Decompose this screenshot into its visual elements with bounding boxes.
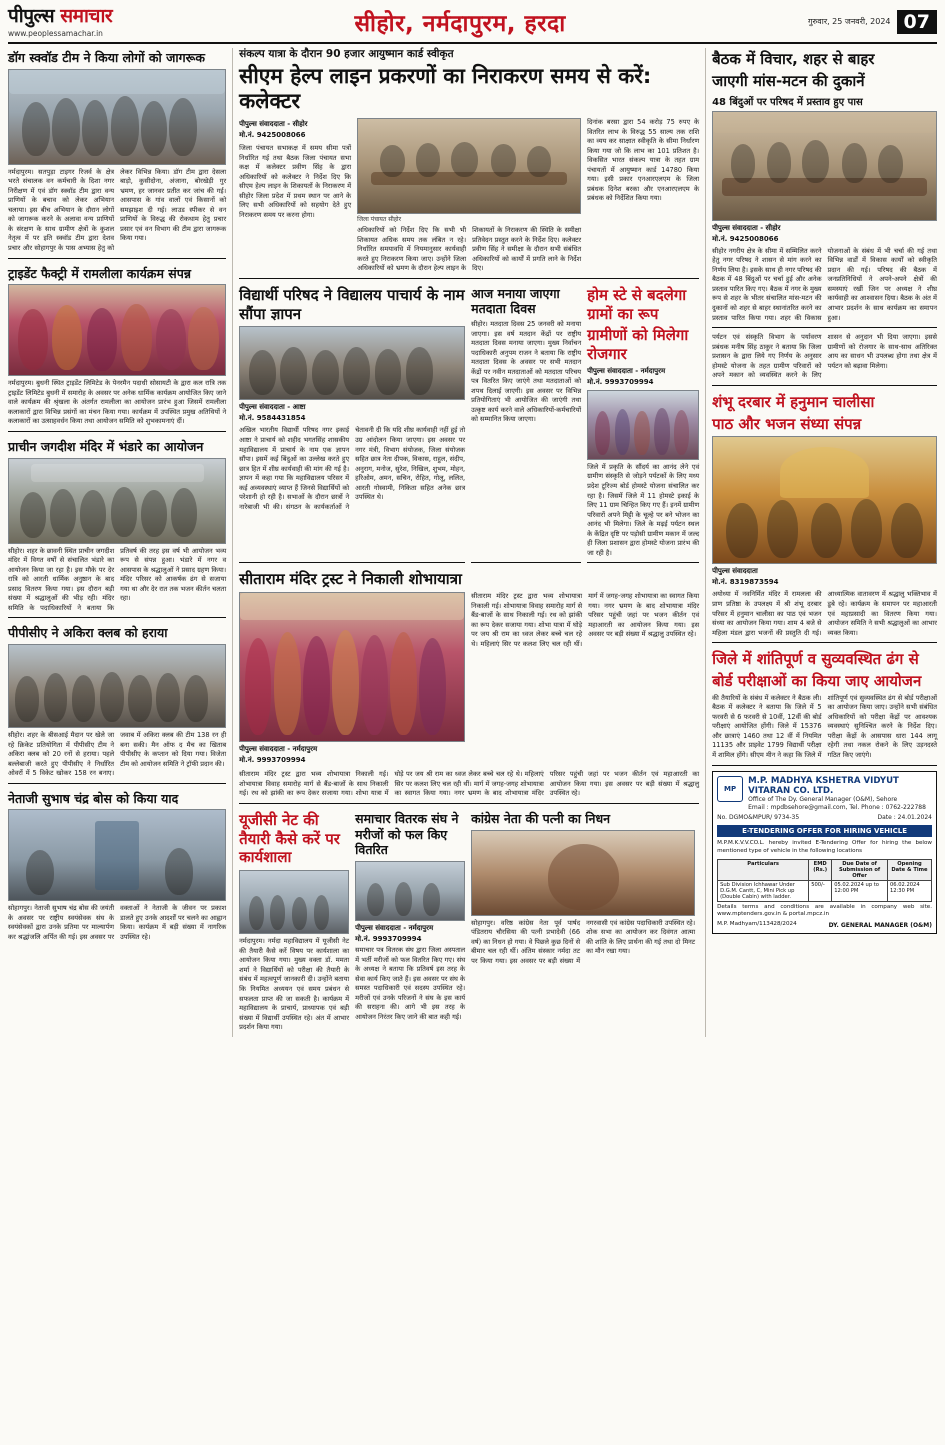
body-part-b: शहर की विकास योजनाओं के संबंध में भी चर्चा की गई तथा विभिन्न वार्डों में विकास कार्यों को स्वीकृति प्रदान की गई। परिषद की बैठक में जनप्रतिनिधियों ने अपने-अपने क्षेत्रों की समस्याएं रखीं जिन पर अध्यक्ष ने शीघ्र कार्यवाही का आश्वासन दिया। बैठक के अंत में आभार प्रदर्शन के साथ कार्यक्रम का समापन हुआ।	[780, 246, 937, 322]
ad-ref-no: No. DGMO&MPUR/ 9734-35	[717, 814, 800, 822]
publication-url: www.peoplessamachar.in	[8, 28, 103, 38]
tender-advertisement	[712, 771, 937, 934]
byline-name: पीपुल्स संवाददाता	[712, 567, 758, 576]
article-body: सोहागपुर। नेताजी सुभाष चंद्र बोस की जयंती के अवसर पर राष्ट्रीय स्वयंसेवक संघ के स्वयंसेवकों द्वारा उनके प्रतिमा पर माल्यार्पण कर श्रद्धांजलि अर्पित की गई। इस अवसर पर वक्ताओं ने नेताजी के जीवन पर प्रकाश डालते हुए उनके आदर्शों पर चलने का आह्वान किया। कार्यक्रम में बड़ी संख्या में नागरिक उपस्थित रहे।	[8, 904, 227, 941]
ad-header	[717, 776, 932, 813]
headline-line1: बैठक में विचार, शहर से बाहर	[712, 50, 875, 68]
masthead	[8, 6, 937, 44]
column-2	[239, 48, 699, 1037]
byline-phone: मो.नं. 9425008066	[712, 234, 779, 243]
byline-name: पीपुल्स संवाददाता - सीहोर	[239, 120, 308, 129]
logo-accent: समाचार	[60, 4, 113, 27]
body-part-b: द्वारा भजनों की प्रस्तुति दी गई। आध्यात्मिक वातावरण में श्रद्धालु भक्तिभाव में डूबे रहे। कार्यक्रम के समापन पर महाआरती एवं महाप्रसादी का वितरण किया गया। आयोजन समिति ने सभी श्रद्धालुओं का आभार व्यक्त किया।	[745, 590, 937, 637]
byline-phone: मो.नं. 8319873594	[712, 578, 779, 587]
edition-title: सीहोर, नर्मदापुरम, हरदा	[354, 11, 566, 37]
article-body: सोहागपुर। वरिष्ठ कांग्रेस नेता पूर्व पार्षद पंडितराय चौरसिया की पत्नी प्रभादेवी (66 वर्ष) का निधन हो गया। वे पिछले कुछ दिनों से बीमार चल रही थीं। अंतिम संस्कार नर्मदा तट पर किया गया। इस अवसर पर बड़ी संख्या में नगरवासी एवं कांग्रेस पदाधिकारी उपस्थित रहे। शोक सभा का आयोजन कर दिवंगत आत्मा की शांति के लिए प्रार्थना की गई तथा दो मिनट का मौन रखा गया।	[471, 918, 696, 965]
mid-row	[239, 284, 699, 564]
ad-office: Office of The Dy. General Manager (O&M), Sehore	[748, 796, 898, 804]
headline-line1: होम स्टे से बदलेगा ग्रामों का रूप	[587, 285, 687, 323]
headline: नेताजी सुभाष चंद्र बोस को किया याद	[8, 790, 179, 806]
photo-dog-squad	[8, 69, 226, 165]
article-body: सीहोर। शहर के बीसआई मैदान पर खेले जा रहे क्रिकेट प्रतियोगिता में पीपीसीए टीम ने अकिरा क्लब को 20 रनों से हराया। पहले बल्लेबाजी करते हुए पीपीसीए ने निर्धारित ओवरों में 5 विकेट खोकर 158 रन बनाए। जवाब में अकिरा क्लब की टीम 138 रन ही बना सकी। मैन ऑफ द मैच का खिताब पीपीसीए के कप्तान को दिया गया। विजेता टीम को आयोजन समिति ने ट्रॉफी प्रदान की।	[8, 730, 227, 778]
article-lead-cm-helpline	[239, 48, 699, 279]
photo-trident-ramleela	[8, 284, 226, 376]
headline: पीपीसीए ने अकिरा क्लब को हराया	[8, 625, 168, 641]
ad-note: Details terms and conditions are available in company web site. www.mptenders.gov.in & portal.mpcz.in	[717, 903, 932, 918]
article-body: नर्मदापुरम। बुधनी स्थित ट्राइडेंट लिमिटेड के पेनरमैन पदाधी सोसायटी के द्वारा कल रात्रि तक ट्राइडेंट लिमिटेड बुधनी में समारोह के अवसर पर अनेक धार्मिक कार्यक्रम आयोजित किए जाने वाले कार्यक्रम की श्रृंखला के अंतर्गत रामलीला का आयोजन प्रारंभ हुआ जिसमें रामलीला कलाकारों द्वारा विभिन्न प्रसंगों का मंचन किया गया। कार्यक्रम में उपस्थित प्रमुख अतिथियों ने कलाकारों का उत्साहवर्धन किया तथा आयोजन समिति को शुभकामनाएं दीं।	[8, 379, 227, 426]
publication-logo	[8, 4, 113, 27]
article-body	[712, 247, 937, 323]
byline-phone: मो.नं. 9993709994	[239, 756, 306, 765]
procession-text	[471, 592, 699, 767]
headline: कांग्रेस नेता की पत्नी का निधन	[471, 810, 611, 826]
ad-signature: DY. GENERAL MANAGER (O&M)	[828, 921, 932, 929]
td-particulars: Sub Division Ichhawar Under D.G.M. Cantt, C, Mini Pick up (Double Cabin) with ladder.	[718, 880, 809, 901]
td-due-date: 05.02.2024 up to 12:00 PM	[832, 880, 888, 901]
headline: विद्यार्थी परिषद ने विद्यालय पाचार्य के नाम सौंपा ज्ञापन	[239, 285, 465, 323]
table-row	[718, 880, 932, 901]
page-columns	[8, 48, 937, 1037]
article-ugc-net	[239, 809, 349, 1033]
article-students-memo	[239, 284, 465, 564]
headline-line2: बोर्ड परीक्षाओं का किया जाए आयोजन	[712, 671, 922, 690]
photo-cricket-team	[8, 644, 226, 728]
photo-bhajan-sandhya	[712, 436, 937, 564]
td-emd: 500/-	[809, 880, 832, 901]
ad-company-name: M.P. MADHYA KSHETRA VIDYUT VITARAN CO. LTD.	[748, 775, 899, 796]
headline-line2: जाएगी मांस-मटन की दुकानें	[712, 71, 865, 90]
article-body-b: अधिकारियों को निर्देश दिए कि सभी भी शिकायत अधिक समय तक लंबित न रहे। निर्धारित समयावधि में नियमानुसार कार्यवाही करते हुए निराकरण किया जाए। उन्होंने जिला अधिकारियों को भ्रमण के दौरान हेल्प लाइन के शिकायतों के निराकरण की स्थिति के समीक्षा प्रतिवेदन प्रस्तुत करने के निर्देश दिए। कलेक्टर प्रवीण सिंह ने समीक्षा के दौरान सभी संबंधित अधिकारियों को कार्यों में प्रगति लाने के निर्देश दिए।	[357, 226, 582, 273]
photo-shobhayatra	[239, 592, 465, 742]
article-shambhu-darbar	[712, 391, 937, 643]
photo-homestay	[587, 390, 699, 460]
table-header-row	[718, 859, 932, 880]
subhead: 48 बिंदुओं पर परिषद में प्रस्ताव हुए पास	[712, 96, 863, 108]
article-homestay-left	[587, 284, 699, 564]
page-number: 07	[897, 10, 937, 35]
byline-phone: मो.नं. 9425008066	[239, 131, 306, 140]
byline-name: पीपुल्स संवाददाता - आष्टा	[239, 403, 306, 412]
publication-date: गुरुवार, 25 जनवरी, 2024	[808, 17, 891, 27]
article-body	[712, 694, 937, 761]
kicker: संकल्प यात्रा के दौरान 90 हजार आयुष्मान कार्ड स्वीकृत	[239, 48, 454, 60]
logo-main: पीपुल्स	[8, 4, 55, 27]
headline-line2: पाठ और भजन संध्या संपन्न	[712, 414, 862, 433]
byline-name: पीपुल्स संवाददाता - नर्मदापुरम	[239, 745, 318, 754]
article-homestay-right	[712, 333, 937, 386]
ad-date: Date : 24.01.2024	[877, 814, 932, 822]
ad-paragraph: M.P.M.K.V.V.CO.L. hereby invited E-Tendering Offer for hiring the below mentioned type of vehicle in the following locations	[717, 840, 932, 854]
photo-portrait	[471, 830, 695, 916]
article-body: नर्मदापुरम। नर्मदा महाविद्यालय में यूजीसी नेट की तैयारी कैसे करें विषय पर कार्यशाला का आयोजन किया गया। मुख्य वक्ता डॉ. ममता शर्मा ने विद्यार्थियों को परीक्षा की तैयारी के संबंध में महत्वपूर्ण जानकारी दी। उन्होंने बताया कि नियमित अध्ययन एवं समय प्रबंधन से सफलता प्राप्त की जा सकती है। कार्यक्रम में महाविद्यालय के प्राचार्य, प्राध्यापक एवं बड़ी संख्या में विद्यार्थी उपस्थित रहे। अंत में आभार प्रदर्शन किया गया।	[239, 937, 350, 1032]
headline: समाचार वितरक संघ ने मरीजों को फल किए वितरित	[355, 810, 459, 858]
body-part-a: सीहोर नगरीय क्षेत्र के सीमा में सम्मिलित करने हेतु नगर परिषद ने शासन से मांग करने का निर्णय लिया है। इसके साथ ही नगर परिषद की बैठक में 48 बिंदुओं पर चर्चा हुई और अनेक प्रस्ताव पारित किए गए। बैठक में नगर के मुख्य रूप से शहर के भीतर संचालित मांस-मटन की दुकानों को शहर से बाहर स्थानांतरित करने का प्रस्ताव पारित किया गया।	[712, 246, 822, 322]
th-particulars: Particulars	[718, 859, 809, 880]
article-ppca-cricket	[8, 623, 226, 783]
article-body: सीहोर। मतदाता दिवस 25 जनवरी को मनाया जाएगा। इस वर्ष मतदान केंद्रों पर राष्ट्रीय मतदाता दिवस मनाया जाएगा। मुख्य निर्वाचन पदाधिकारी अनुपम राजन ने बताया कि राष्ट्रीय मतदाता दिवस के अवसर पर सभी मतदान केंद्रों पर नवीन मतदाताओं को मतदाता परिचय पत्र वितरित किए जाएंगे तथा मतदाताओं को शपथ दिलाई जाएगी। इस अवसर पर विभिन्न प्रतियोगिताएं भी आयोजित की जाएंगी तथा उत्कृष्ट कार्य करने वाले अधिकारियों-कर्मचारियों को सम्मानित किया जाएगा।	[471, 320, 582, 424]
byline-phone: मो.नं. 9584431854	[239, 414, 306, 423]
body-names: इस अवसर पर नगर मंत्री, विभाग संयोजक, जिला संयोजक सहित छात्र नेता दीपक, विकास, राहुल, संदीप, अनुराग, मनोज, सुरेश, निखिल, शुभम, मोहन, हरिओम, अमन, सचिन, रोहित, गोलू, ललित, आरती गोस्वामी, निकिता सहित अनेक छात्र उपस्थित थे।	[355, 435, 466, 502]
headline: आज मनाया जाएगा मतदाता दिवस	[471, 285, 560, 317]
headline-line1: शंभू दरबार में हनुमान चालीसा	[712, 392, 875, 411]
article-body: सीताराम मंदिर ट्रस्ट द्वारा भव्य शोभायात्रा निकाली गई। शोभायात्रा विवाह समारोह मार्ग से बैंड-बाजों के साथ निकाली गई। रथ को झांकी का रूप देकर सजाया गया। शोभा यात्रा में घोड़े पर जय श्री राम का ध्वज लेकर बच्चे चल रहे थे। महिलाएं सिर पर कलश लिए चल रही थीं। मार्ग में जगह-जगह शोभायात्रा का स्वागत किया गया। नगर भ्रमण के बाद शोभायात्रा मंदिर परिसर पहुंची जहां पर भजन कीर्तन एवं महाआरती का आयोजन किया गया। इस अवसर पर बड़ी संख्या में श्रद्धालु उपस्थित रहे।	[471, 592, 700, 648]
body-part-a: अयोध्या में नवनिर्मित मंदिर में रामलला की प्राण प्रतिष्ठा के उपलक्ष्य में श्री शंभू दरबार परिसर में हनुमान चालीसा का पाठ एवं भजन संध्या का आयोजन किया गया। शाम 4 बजे से महिला मंडल	[712, 590, 822, 637]
byline-name: पीपुल्स संवाददाता - नर्मदापुरम	[355, 923, 434, 932]
article-body	[712, 590, 937, 638]
byline-phone: मो.नं. 9993709994	[587, 377, 654, 386]
procession-photo-wrap	[239, 592, 465, 767]
headline: सीएम हेल्प लाइन प्रकरणों का निराकरण समय से करें: कलेक्टर	[239, 63, 652, 113]
byline-phone: मो.नं. 9993709994	[355, 934, 422, 943]
headline: सीताराम मंदिर ट्रस्ट ने निकाली शोभायात्रा	[239, 570, 462, 589]
column-rule	[232, 48, 233, 1037]
ad-banner: E-TENDERING OFFER FOR HIRING VEHICLE	[717, 825, 932, 837]
article-sitaram-procession	[239, 568, 699, 804]
photo-caption: जिला पंचायत सीहोर	[357, 216, 402, 224]
article-voter-day	[471, 284, 581, 564]
article-body-c: दिनांक बरसा द्वारा 54 करोड़ 75 रुपए के वितरित लाभ के विरुद्ध 55 साल्य तक राशि का व्यय कर साक्षात स्वीकृति के सीमा निर्धारण किया गया जो कि लाभ का 101 प्रतिशत है। विकसित भारत संकल्प यात्रा के तहत ग्राम पंचायतों में आयुष्मान कार्ड 14780 किया गया। इसी प्रकार एनआरएलएम के जिला प्रबंधक दिनेश बरका और एनआरएलएम के प्रबंधक को निर्देशित किया गया।	[587, 118, 700, 203]
article-body-continued: सीताराम मंदिर ट्रस्ट द्वारा भव्य शोभायात्रा निकाली गई। शोभायात्रा विवाह समारोह मार्ग से बैंड-बाजों के साथ निकाली गई। रथ को झांकी का रूप देकर सजाया गया। शोभा यात्रा में घोड़े पर जय श्री राम का ध्वज लेकर बच्चे चल रहे थे। महिलाएं सिर पर कलश लिए चल रही थीं। मार्ग में जगह-जगह शोभायात्रा का स्वागत किया गया। नगर भ्रमण के बाद शोभायात्रा मंदिर परिसर पहुंची जहां पर भजन कीर्तन एवं महाआरती का आयोजन किया गया। इस अवसर पर बड़ी संख्या में श्रद्धालु उपस्थित रहे।	[239, 770, 700, 798]
body-part-a: नर्मदापुरम। सतपुड़ा टाइगर रिजर्व के क्षेत्र भरते संचालक वन कर्मचारी के दिशा नगर निरीक्षण में एवं डॉग स्क्वॉड टीम द्वारा वन्य प्राणियों के बचाव को लेकर अभियान चलाया। इस बीच अभियान के दौरान लोगों को जागरूक करने के अलावा वन्य प्राणियों के संरक्षण के साथ ग्रामीण क्षेत्रों के कुशल नेतृत्व में पर इति स्क्वॉड टीम द्वारा देशव प्रचार और सोहागपुर के पास अभ्यास हेतु को लेकर विभिन्न किया।	[8, 167, 170, 252]
article-netaji	[8, 789, 226, 947]
column-4	[712, 48, 937, 1037]
lead-right-col	[587, 118, 699, 274]
article-body: समाचार पत्र वितरक संघ द्वारा जिला अस्पताल में भर्ती मरीजों को फल वितरित किए गए। संघ के अध्यक्ष ने बताया कि प्रतिवर्ष इस तरह के सेवा कार्य किए जाते हैं। इस अवसर पर संघ के समस्त पदाधिकारी एवं सदस्य उपस्थित रहे। मरीजों एवं उनके परिजनों ने संघ के इस कार्य की सराहना की। आगे भी इस तरह के आयोजन निरंतर किए जाने की बात कही गई।	[355, 946, 466, 1021]
td-opening-date: 06.02.2024 12:30 PM	[887, 880, 931, 901]
photo-netaji-statue	[8, 809, 226, 901]
th-opening-date: Opening Date & Time	[887, 859, 931, 880]
photo-collector-meeting	[357, 118, 581, 214]
lead-photo-wrap	[357, 118, 581, 274]
article-trident	[8, 264, 226, 432]
masthead-right	[808, 10, 937, 35]
article-board-exams	[712, 648, 937, 765]
ad-email: Email : mpdbsehore@gmail.com, Tel. Phone : 0762-222788	[748, 804, 926, 812]
lead-left-col	[239, 118, 351, 274]
body-part-a: की तैयारियों के संबंध में कलेक्टर ने बैठक ली। बैठक में कलेक्टर ने बताया कि जिले में 5 फरवरी से 6 फरवरी से 10वीं, 12वीं की बोर्ड परीक्षाएं आयोजित होंगी। जिले में 15376 और छात्राएं 1460 तथा 12 वीं में नियमित 11135 और प्राइवेट 1799 विद्यार्थी परीक्षा में शामिल होंगे।	[712, 693, 822, 759]
th-due-date: Due Date of Submission of Offer	[832, 859, 888, 880]
article-dog-squad	[8, 48, 226, 259]
photo-students	[239, 326, 465, 400]
article-body-a: जिला पंचायत सभाकक्ष में समय सीमा पत्रों निर्धारित गई तथा बैठक जिला पंचायत सभा कक्ष में कलेक्टर प्रवीण सिंह के द्वारा अधिकारियों को कलेक्टर ने निर्देश दिए कि सीएम हेल्प लाइन के शिकायतों के निराकरण में सीहोर जिला प्रदेश में प्रथम स्थान पर आने के लिए सभी अधिकारियों को सहयोग देते हुए निराकरण समय पर करना होगा।	[239, 144, 352, 220]
mpmkvvcl-logo-icon: MP	[717, 776, 743, 802]
headline: यूजीसी नेट की तैयारी कैसे करें पर कार्यशाला	[239, 810, 340, 867]
byline-name: पीपुल्स संवाददाता - सीहोर	[712, 223, 781, 232]
th-emd: EMD (Rs.)	[809, 859, 832, 880]
photo-workshop	[239, 870, 349, 934]
headline-line2: ग्रामीणों को मिलेगा रोजगार	[587, 326, 689, 363]
photo-parishad-meeting	[712, 111, 937, 221]
body-part-b: डॉग टीम द्वारा देसला बाड़ो, कुसीदोना, अंजाना, बोरखेड़ी गुर भ्रमण, हर जानवर प्रतीत कर जांच की गई। आसपास के गांव वालों एवं किसानों को समझाइश दी गई। लाउड स्पीकर से वन प्राणियों के विरुद्ध की रोकथाम हेतु प्रचार प्रसार एवं वन विभाग की टीम द्वारा जागरूक किया गया।	[120, 167, 227, 243]
headline: ट्राइडेंट फैक्ट्री में रामलीला कार्यक्रम संपन्न	[8, 265, 191, 281]
article-news-distribution	[355, 809, 465, 1033]
article-body	[8, 168, 226, 254]
article-body-b: पर्यटन एवं संस्कृति विभाग के पर्यावरण प्रबंधक मनीष सिंह ठाकुर ने बताया कि जिला प्रशासन के द्वारा लिये गए निर्णय के अनुसार होमस्टे योजना के तहत ग्रामीण परिवारों को अपने मकान को व्यवस्थित करने के लिए शासन से अनुदान भी दिया जाएगा। इससे ग्रामीणों को रोजगार के साथ-साथ अतिरिक्त आय का साधन भी उपलब्ध होगा तथा क्षेत्र में पर्यटन को बढ़ावा मिलेगा।	[712, 333, 937, 380]
masthead-left	[8, 4, 113, 38]
photo-fruit-distribution	[355, 861, 465, 921]
ad-ref-bottom: M.P. Madhyam/113428/2024	[717, 921, 797, 928]
column-rule-2	[705, 48, 706, 1037]
headline: प्राचीन जगदीश मंदिर में भंडारे का आयोजन	[8, 438, 204, 454]
body-main: अखिल भारतीय विद्यार्थी परिषद नगर इकाई आष्टा ने प्राचार्य को शहीद भगतसिंह शासकीय महाविद्यालय में प्राचार्य के नाम एक ज्ञापन सौंपा। इसमें कई बिंदुओं का उल्लेख करते हुए छात्र हित में शीघ्र कार्यवाही की मांग की गई है। ज्ञापन में कहा गया कि महाविद्यालय परिसर में कई अव्यवस्थाएं व्याप्त हैं जिनसे विद्यार्थियों को परेशानी हो रही है। सभाओं के दौरान छात्रों ने नारेबाजी भी की। संगठन के कार्यकर्ताओं ने चेतावनी दी कि यदि शीघ्र कार्यवाही नहीं हुई तो उग्र आंदोलन किया जाएगा।	[239, 426, 466, 511]
byline-name: पीपुल्स संवाददाता - नर्मदापुरम	[587, 366, 666, 375]
article-parishad-meeting	[712, 48, 937, 328]
article-body	[239, 426, 465, 512]
article-body: सीहोर। शहर के छावनी स्थित प्राचीन जगदीश मंदिर में विगत वर्षों से संचालित भंडारे का आयोजन किया जा रहा है। इस मौके पर देर रात्रि को आरती धार्मिक अनुष्ठान के बाद प्रसाद वितरण किया गया। इस दौरान बड़ी संख्या में श्रद्धालुओं की भीड़ रही। मंदिर समिति के पदाधिकारियों ने बताया कि प्रतिवर्ष की तरह इस वर्ष भी आयोजन भव्य रूप से संपन्न हुआ। भंडारे में नगर व आसपास के श्रद्धालुओं ने प्रसाद ग्रहण किया। मंदिर परिसर को आकर्षक ढंग से सजाया गया था और देर रात तक भजन कीर्तन चलता रहा।	[8, 546, 227, 612]
photo-temple-bhandara	[8, 458, 226, 544]
ad-table	[717, 859, 932, 902]
article-congress-death	[471, 809, 695, 1033]
article-body-a: जिले में प्रकृति के सौंदर्य का आनंद लेने एवं ग्रामीण संस्कृति से जोड़ने पर्यटकों के लिए मध्य प्रदेश टूरिज्म बोर्ड होमस्टे योजना संचालित कर रहा है। जिसमें जिले में 11 होमस्टे इकाई के लिए 11 ग्राम चिन्हित किए गए हैं। इनमें ग्रामीण परिवारों अपने मिट्टी के चूल्हे पर बने भोजन का आनंद भी मिलेगा। जिले के मढ़ई पर्यटन स्थल के केंद्रित दृष्टि पर पड़ोसी ग्रामीण मकान में जल्द ही जिला प्रशासन द्वारा होमस्टे योजना प्रारंभ की जा रही है।	[587, 462, 700, 557]
bottom-row-col2	[239, 809, 699, 1037]
headline: डॉग स्क्वॉड टीम ने किया लोगों को जागरूक	[8, 50, 205, 65]
body-part-b: सीएम मीन ने कहा कि जिले में शांतिपूर्ण एवं सुव्यवस्थित ढंग से बोर्ड परीक्षाओं का आयोजन किया जाए। उन्होंने सभी संबंधित अधिकारियों को परीक्षा केंद्रों पर आवश्यक व्यवस्थाएं सुनिश्चित करने के निर्देश दिए। परीक्षा केंद्रों के आसपास धारा 144 लागू रहेगी तथा नकल रोकने के लिए उड़नदस्ते गठित किए जाएंगे।	[750, 693, 937, 759]
headline-line1: जिले में शांतिपूर्ण व सुव्यवस्थित ढंग से	[712, 650, 919, 669]
article-jagdish-temple	[8, 437, 226, 618]
column-1	[8, 48, 226, 1037]
